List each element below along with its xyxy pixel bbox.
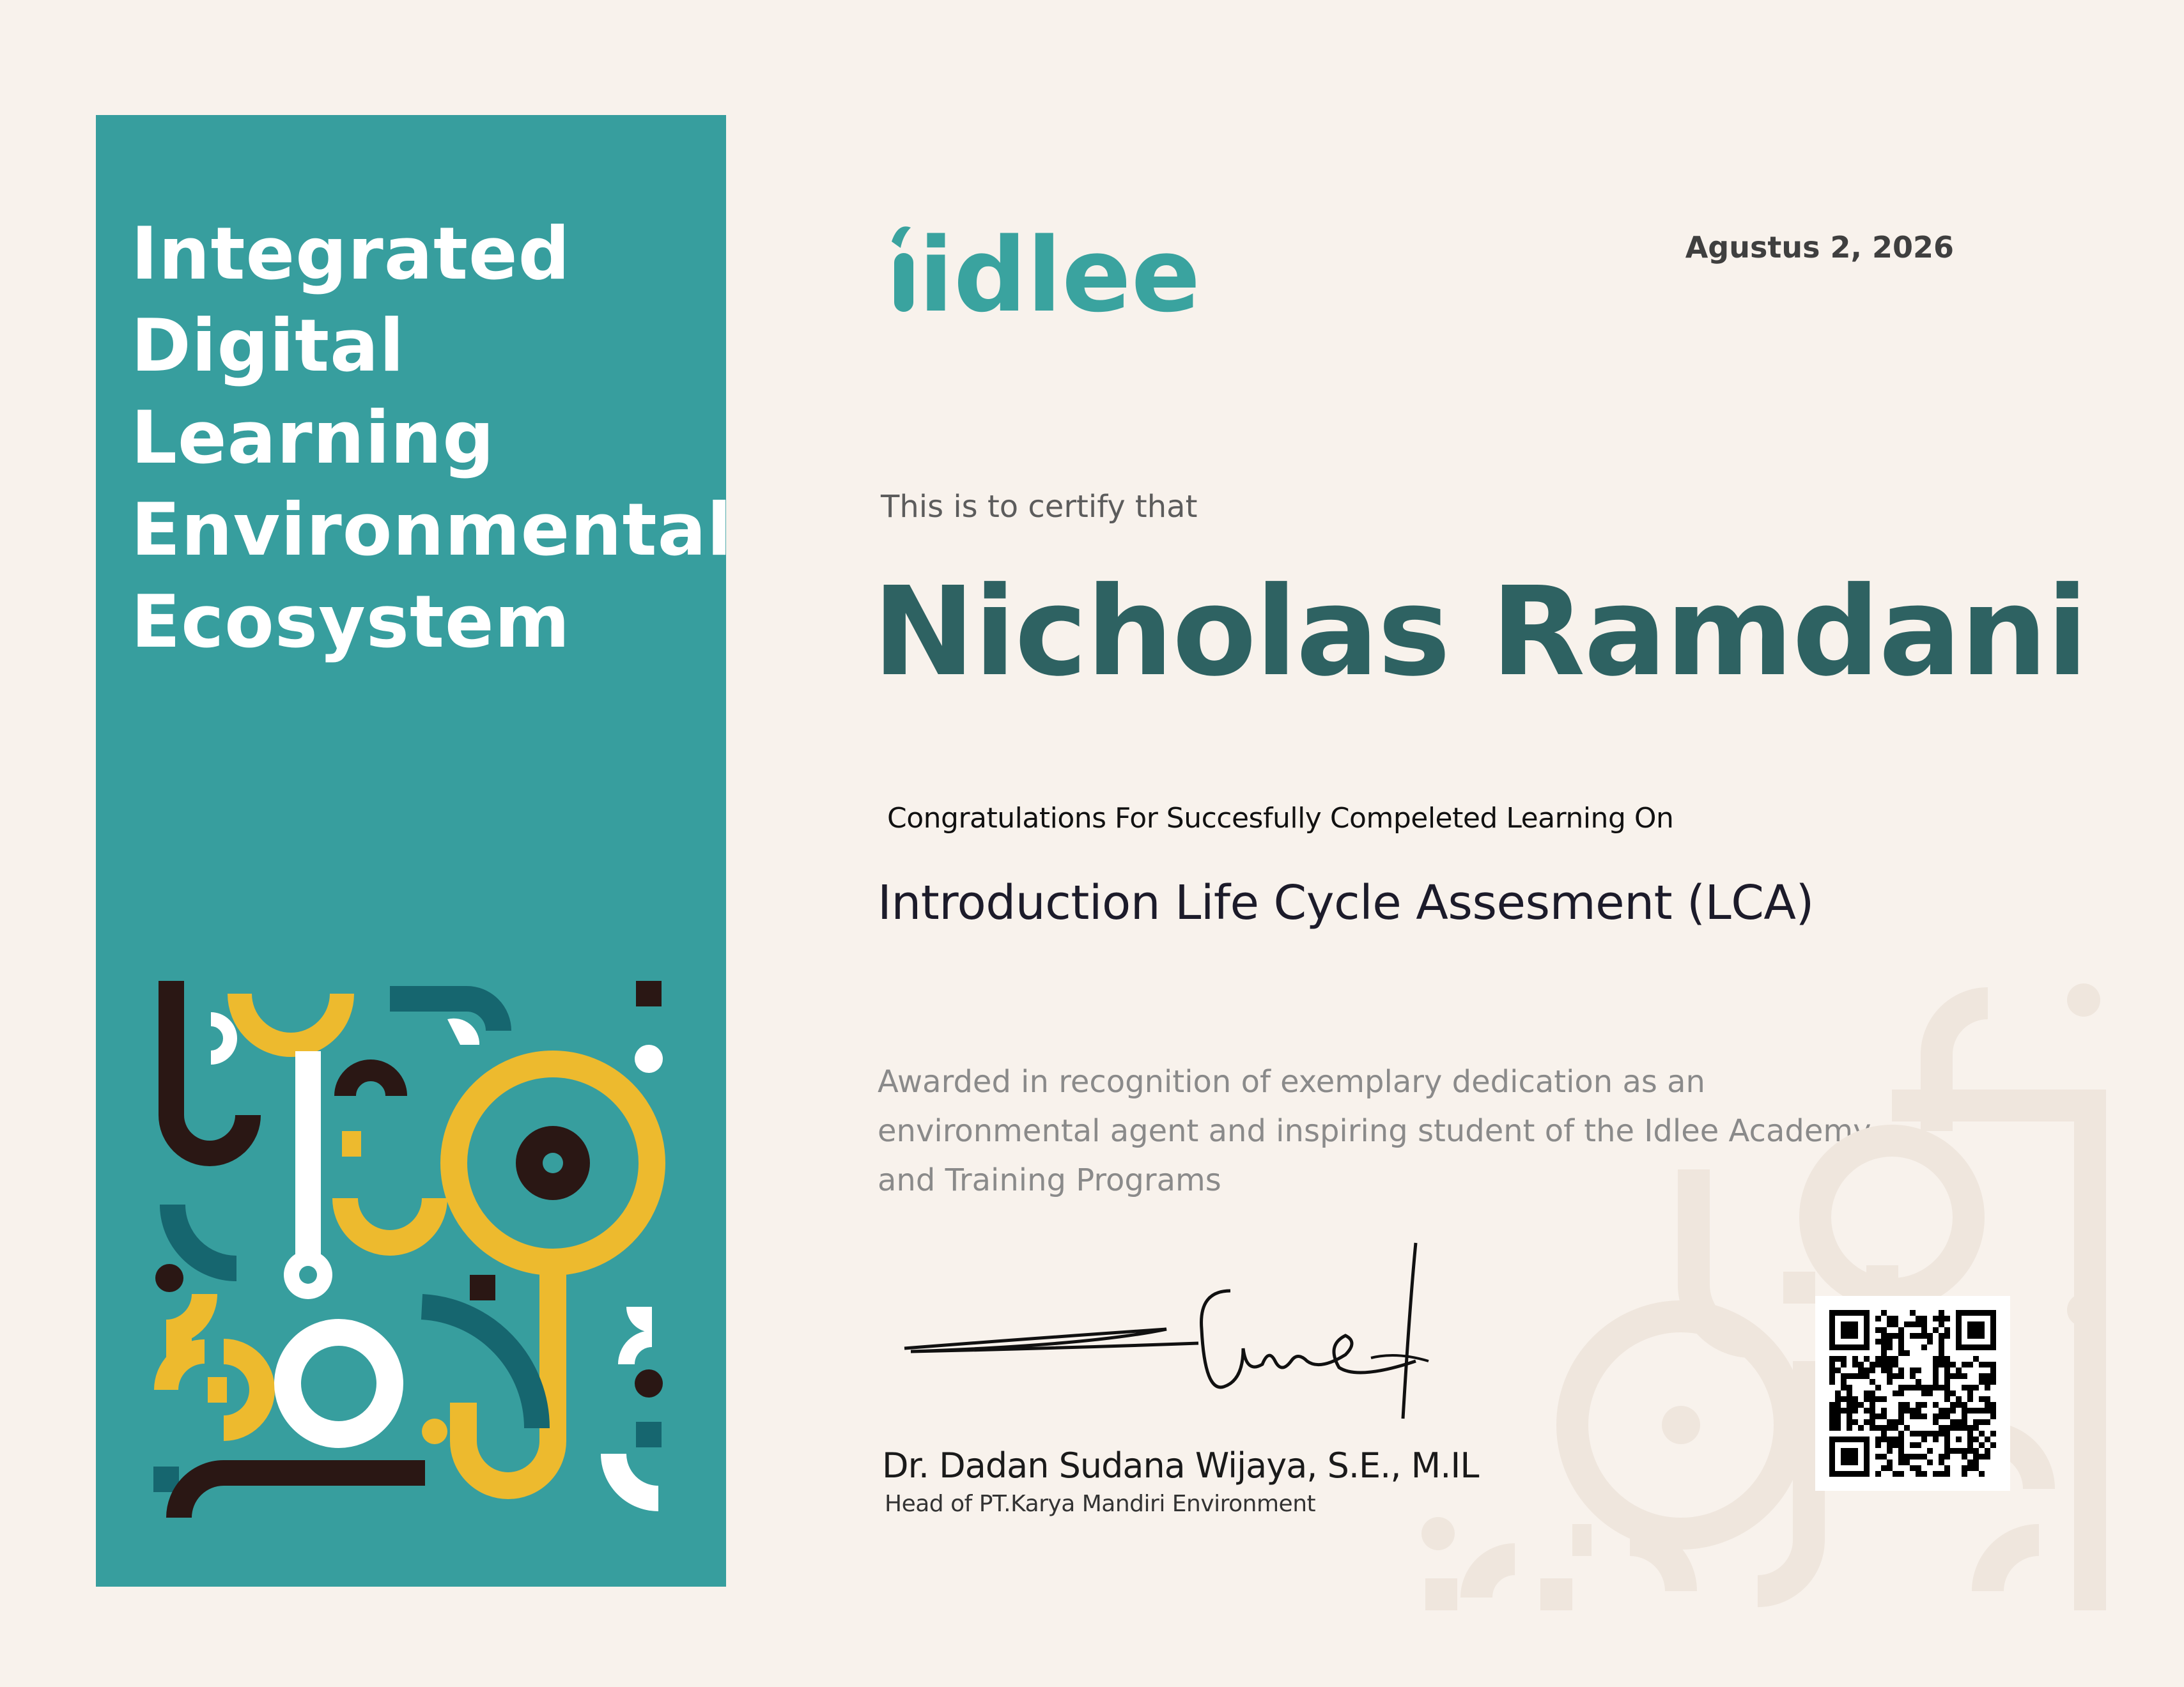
award-line: environmental agent and inspiring student of the Idlee Academy <box>878 1113 1871 1149</box>
recipient-name: Nicholas Ramdani <box>872 561 2087 704</box>
signatory-title: Head of PT.Karya Mandiri Environment <box>885 1491 1316 1517</box>
signatory-name: Dr. Dadan Sudana Wijaya, S.E., M.IL <box>882 1445 1479 1486</box>
panel-title-line: Ecosystem <box>131 580 571 664</box>
congratulations-text: Congratulations For Succesfully Compeleted Learning On <box>887 802 1674 835</box>
qr-code-icon[interactable] <box>1829 1310 1996 1477</box>
panel-title-line: Integrated <box>131 212 571 296</box>
watermark-pattern <box>1425 978 2116 1617</box>
signature-drawing <box>898 1233 1448 1425</box>
panel-title-line: Environmental <box>131 488 732 572</box>
qr-code-box <box>1815 1296 2010 1491</box>
panel-title-line: Learning <box>131 396 495 480</box>
award-line: and Training Programs <box>878 1162 1221 1198</box>
certify-intro: This is to certify that <box>881 489 1198 525</box>
panel-title-line: Digital <box>131 304 405 388</box>
course-title: Introduction Life Cycle Assesment (LCA) <box>878 875 1814 930</box>
decorative-pattern <box>153 981 665 1518</box>
logo-text: idlee <box>918 215 1201 335</box>
panel-title <box>131 208 732 668</box>
certificate-date: Agustus 2, 2026 <box>1685 230 1954 265</box>
idlee-logo <box>885 215 1201 335</box>
award-line: Awarded in recognition of exemplary dedication as an <box>878 1064 1705 1100</box>
